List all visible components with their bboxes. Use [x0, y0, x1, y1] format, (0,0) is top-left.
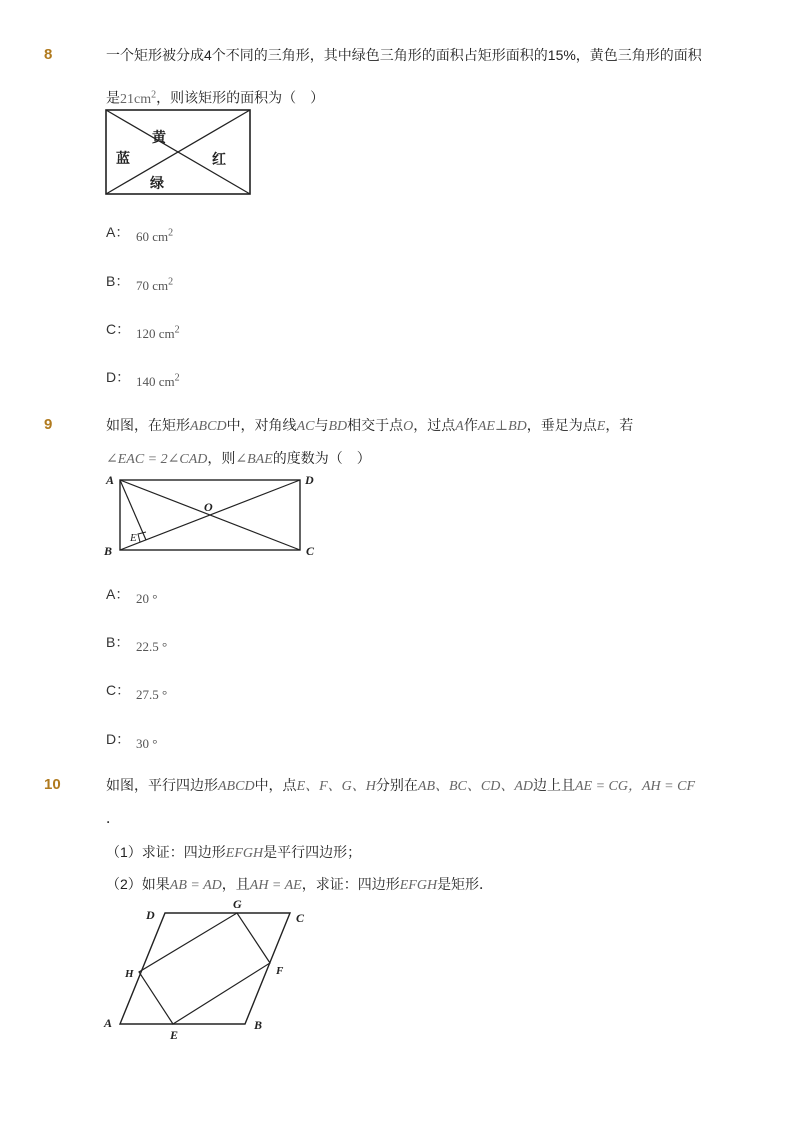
q10-label-A: A	[104, 1016, 113, 1030]
q8-option-b[interactable]: B： 70 $cm^2$	[106, 273, 174, 293]
q8-label-red: 红	[212, 153, 226, 168]
question-9-stem-line2: ∠EAC = 2∠CAD，则∠BAE的度数为（ ）	[106, 450, 371, 467]
q9-rectangle-figure	[100, 470, 325, 562]
q8-option-a[interactable]: A： 60 $cm^2$	[106, 224, 174, 244]
q10-label-F: F	[276, 965, 284, 977]
q9-label-D: D	[305, 473, 314, 487]
question-number-10: 10	[44, 776, 61, 793]
q9-option-c[interactable]: C： 27.5 °	[106, 682, 168, 702]
question-10-stem-line2: ．	[106, 810, 120, 826]
q9-label-C: C	[306, 544, 315, 558]
q10-label-E: E	[170, 1028, 179, 1042]
q8-label-blue: 蓝	[116, 152, 130, 167]
question-9-stem-line1: 如图，在矩形ABCD中，对角线AC与BD相交于点O，过点A作AE⊥BD，垂足为点E，若	[106, 417, 634, 434]
q9-option-d[interactable]: D： 30 °	[106, 731, 158, 751]
q8-option-d[interactable]: D： 140 $cm^2$	[106, 369, 180, 389]
question-number-9: 9	[44, 416, 53, 433]
question-8-stem-line1: 一个矩形被分成4个不同的三角形，其中绿色三角形的面积占矩形面积的15%，黄色三角形的面积	[106, 47, 702, 63]
q9-label-E: E	[130, 532, 137, 544]
q10-label-G: G	[233, 897, 242, 911]
q8-rectangle-figure	[104, 108, 254, 198]
question-10-part2: （2）如果AB = AD，且AH = AE，求证：四边形EFGH是矩形．	[106, 876, 494, 893]
question-10-part1: （1）求证：四边形EFGH是平行四边形；	[106, 844, 362, 861]
q10-label-C: C	[296, 911, 305, 925]
q8-text-b: ，则该矩形的面积为（ ）	[156, 89, 325, 106]
q9-label-O: O	[204, 500, 213, 514]
q8-label-yellow: 黄	[152, 131, 166, 146]
q10-label-H: H	[125, 968, 134, 980]
q10-parallelogram-figure	[100, 895, 320, 1045]
q8-text-a: 是	[106, 89, 120, 106]
question-8-stem-line2	[106, 85, 726, 110]
q10-label-B: B	[254, 1018, 263, 1032]
q8-label-green: 绿	[150, 177, 164, 192]
q9-option-a[interactable]: A： 20 °	[106, 586, 158, 606]
q9-label-B: B	[104, 544, 113, 558]
question-10-stem-line1: 如图，平行四边形ABCD中，点E、F、G、H分别在AB、BC、CD、AD边上且AE = CG，AH = CF	[106, 777, 695, 794]
question-number-8: 8	[44, 46, 53, 63]
q8-option-c[interactable]: C： 120 $cm^2$	[106, 321, 180, 341]
q9-option-b[interactable]: B： 22.5 °	[106, 634, 168, 654]
q10-label-D: D	[146, 908, 155, 922]
q9-label-A: A	[106, 473, 115, 487]
q8-area-value: $21cm^2$	[120, 89, 157, 107]
